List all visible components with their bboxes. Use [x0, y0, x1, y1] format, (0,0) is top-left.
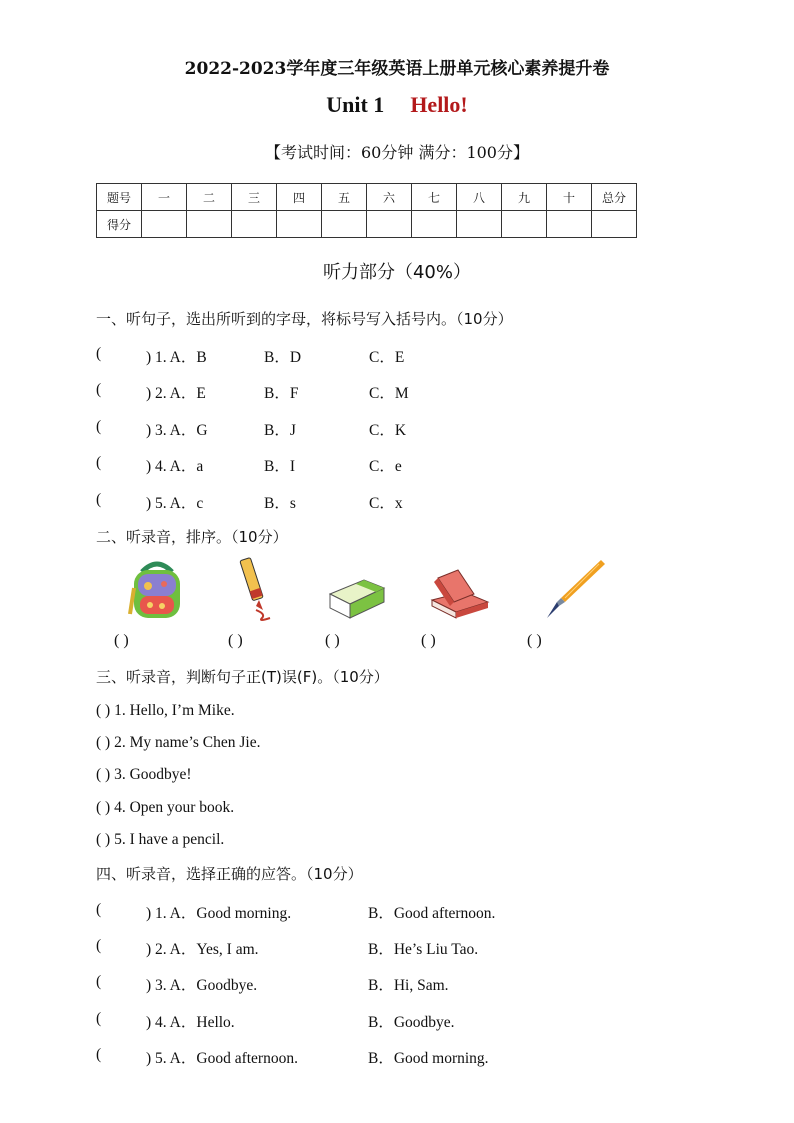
score-cell[interactable] — [592, 211, 637, 238]
judge-question[interactable]: ( ) 2. My name’s Chen Jie. — [96, 734, 261, 751]
section2-heading: 二、听录音，排序。（10分） — [96, 528, 288, 546]
listening-part-title: 听力部分（40%） — [322, 262, 471, 283]
exam-title: 2022-2023学年度三年级英语上册单元核心素养提升卷 — [184, 59, 610, 79]
answer-bracket[interactable]: ( ) — [114, 632, 129, 649]
judge-question[interactable]: ( ) 1. Hello, I’m Mike. — [96, 702, 235, 719]
score-cell[interactable] — [232, 211, 277, 238]
response-option-b: B．Hi, Sam. — [368, 977, 449, 994]
table-cell: 九 — [502, 184, 547, 211]
response-option-a: ) 5. A．Good afternoon. — [146, 1050, 298, 1067]
score-cell[interactable] — [367, 211, 412, 238]
table-cell: 得分 — [97, 211, 142, 238]
score-cell[interactable] — [187, 211, 232, 238]
question-option-b: B．F — [264, 385, 299, 402]
table-cell: 总分 — [592, 184, 637, 211]
table-cell: 十 — [547, 184, 592, 211]
response-option-a: ) 3. A．Goodbye. — [146, 977, 258, 994]
answer-bracket[interactable]: ( — [96, 901, 102, 918]
response-option-a: ) 1. A．Good morning. — [146, 905, 292, 922]
response-option-a: ) 4. A．Hello. — [146, 1014, 235, 1031]
exam-info: 【考试时间：60分钟 满分：100分】 — [265, 143, 529, 162]
score-cell[interactable] — [412, 211, 457, 238]
table-cell: 题号 — [97, 184, 142, 211]
judge-question[interactable]: ( ) 3. Goodbye! — [96, 766, 192, 783]
judge-question[interactable]: ( ) 4. Open your book. — [96, 799, 235, 816]
table-cell: 五 — [322, 184, 367, 211]
table-cell: 七 — [412, 184, 457, 211]
question-option-a: ) 3. A．G — [146, 422, 208, 439]
answer-bracket[interactable]: ( — [96, 454, 102, 471]
section4-heading: 四、听录音，选择正确的应答。（10分） — [96, 865, 363, 883]
score-table-score-row — [97, 211, 637, 238]
answer-bracket[interactable]: ( — [96, 937, 102, 954]
answer-bracket[interactable]: ( — [96, 491, 102, 508]
book-icon — [428, 566, 492, 622]
section1-heading: 一、听句子，选出所听到的字母，将标号写入括号内。（10分） — [96, 310, 513, 328]
eraser-icon — [326, 570, 388, 620]
backpack-icon — [128, 558, 186, 622]
score-cell[interactable] — [502, 211, 547, 238]
question-option-b: B．I — [264, 458, 296, 475]
score-cell[interactable] — [457, 211, 502, 238]
question-option-a: ) 5. A．c — [146, 495, 204, 512]
table-cell: 三 — [232, 184, 277, 211]
score-table — [96, 183, 637, 238]
question-option-b: B．J — [264, 422, 296, 439]
question-option-c: C．E — [369, 349, 405, 366]
answer-bracket[interactable]: ( ) — [421, 632, 436, 649]
pen-icon — [543, 558, 607, 622]
question-option-b: B．D — [264, 349, 302, 366]
crayon-icon — [232, 556, 278, 622]
question-option-a: ) 1. A．B — [146, 349, 207, 366]
answer-bracket[interactable]: ( — [96, 381, 102, 398]
table-cell: 六 — [367, 184, 412, 211]
question-option-a: ) 2. A．E — [146, 385, 206, 402]
table-cell: 二 — [187, 184, 232, 211]
answer-bracket[interactable]: ( ) — [228, 632, 243, 649]
answer-bracket[interactable]: ( — [96, 345, 102, 362]
unit-title: Hello! — [410, 92, 468, 117]
unit-label: Unit 1 — [326, 92, 385, 117]
question-option-a: ) 4. A．a — [146, 458, 204, 475]
score-table-header-row — [97, 184, 637, 211]
answer-bracket[interactable]: ( — [96, 973, 102, 990]
response-option-b: B．Good morning. — [368, 1050, 489, 1067]
table-cell: 四 — [277, 184, 322, 211]
response-option-b: B．Good afternoon. — [368, 905, 496, 922]
score-cell[interactable] — [547, 211, 592, 238]
answer-bracket[interactable]: ( — [96, 1010, 102, 1027]
answer-bracket[interactable]: ( — [96, 418, 102, 435]
score-cell[interactable] — [322, 211, 367, 238]
answer-bracket[interactable]: ( — [96, 1046, 102, 1063]
response-option-b: B．He’s Liu Tao. — [368, 941, 479, 958]
question-option-c: C．e — [369, 458, 402, 475]
question-option-b: B．s — [264, 495, 296, 512]
judge-question[interactable]: ( ) 5. I have a pencil. — [96, 831, 225, 848]
answer-bracket[interactable]: ( ) — [325, 632, 340, 649]
question-option-c: C．x — [369, 495, 403, 512]
unit-heading — [0, 92, 794, 118]
section3-heading: 三、听录音，判断句子正(T)误(F)。（10分） — [96, 668, 389, 686]
response-option-b: B．Goodbye. — [368, 1014, 455, 1031]
table-cell: 一 — [142, 184, 187, 211]
question-option-c: C．M — [369, 385, 409, 402]
answer-bracket[interactable]: ( ) — [527, 632, 542, 649]
question-option-c: C．K — [369, 422, 407, 439]
response-option-a: ) 2. A．Yes, I am. — [146, 941, 259, 958]
score-cell[interactable] — [277, 211, 322, 238]
table-cell: 八 — [457, 184, 502, 211]
score-cell[interactable] — [142, 211, 187, 238]
